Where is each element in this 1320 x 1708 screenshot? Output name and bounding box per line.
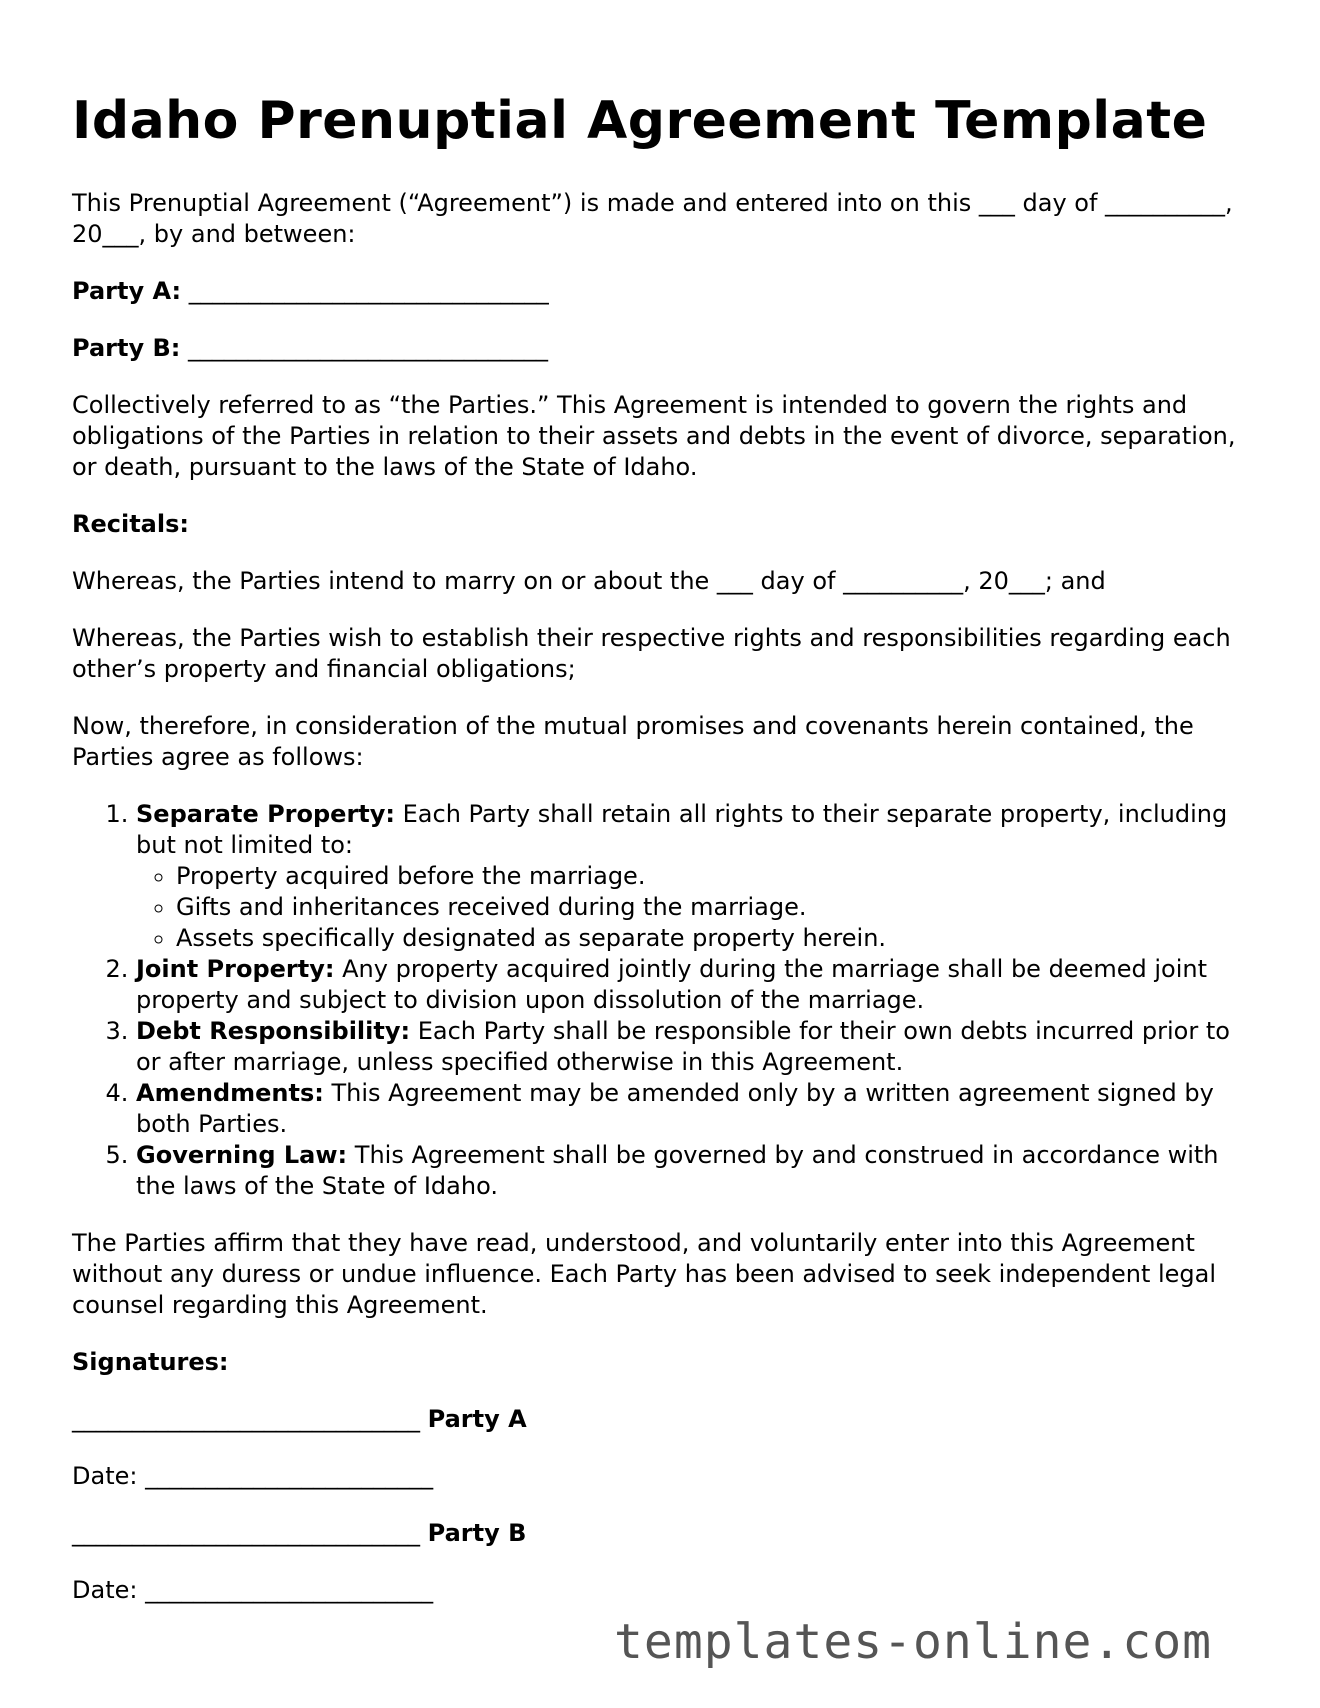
term-item	[136, 954, 1252, 1016]
affirmation-paragraph: The Parties affirm that they have read, understood, and voluntarily enter into this Agreement without any duress or undue influence. Each Party has been advised to seek independent legal counsel regarding this Agreement.	[72, 1229, 1217, 1319]
term-item	[136, 1078, 1252, 1140]
date-line-party-a	[72, 1461, 1252, 1492]
party-b-blank: ______________________________	[187, 334, 548, 362]
term-heading: Joint Property:	[136, 955, 335, 983]
party-a-blank: ______________________________	[188, 277, 549, 305]
term-heading: Governing Law:	[136, 1141, 348, 1169]
signature-label: Party A	[427, 1405, 527, 1433]
signatures-heading: Signatures:	[72, 1348, 229, 1376]
signature-blank: _____________________________	[72, 1405, 420, 1433]
party-b-label: Party B:	[72, 334, 181, 362]
party-b-line	[72, 333, 1252, 364]
sub-item: ◦ Assets specifically designated as separate property herein.	[176, 923, 1252, 954]
signature-line-party-b	[72, 1518, 1252, 1549]
intro-paragraph: This Prenuptial Agreement (“Agreement”) is made and entered into on this ___ day of __________, 20___, by and between:	[72, 189, 1233, 248]
sub-item: ◦ Gifts and inheritances received during the marriage.	[176, 892, 1252, 923]
document-page	[72, 90, 1252, 1632]
separate-property-sublist	[136, 861, 1252, 954]
term-item	[136, 799, 1252, 954]
signature-line-party-a	[72, 1404, 1252, 1435]
party-a-label: Party A:	[72, 277, 182, 305]
term-text: Each Party shall be responsible for their own debts incurred prior to or after marriage, unless specified otherwise in this Agreement.	[136, 1017, 1230, 1076]
date-label: Date:	[72, 1462, 138, 1490]
collective-paragraph: Collectively referred to as “the Parties.” This Agreement is intended to govern the rights and obligations of the Parties in relation to their assets and debts in the event of divorce, separation, or death, pursuant to the laws of the State of Idaho.	[72, 391, 1236, 481]
term-text: This Agreement shall be governed by and construed in accordance with the laws of the State of Idaho.	[136, 1141, 1219, 1200]
term-item	[136, 1140, 1252, 1202]
watermark: templates-online.com	[614, 1614, 1212, 1670]
term-item	[136, 1016, 1252, 1078]
signature-blank: _____________________________	[72, 1519, 420, 1547]
date-blank: ________________________	[145, 1576, 434, 1604]
terms-list	[72, 799, 1252, 1202]
term-text: Each Party shall retain all rights to their separate property, including but not limited to:	[136, 800, 1228, 859]
party-a-line	[72, 276, 1252, 307]
date-label: Date:	[72, 1576, 138, 1604]
whereas-paragraph-1: Whereas, the Parties intend to marry on or about the ___ day of __________, 20___; and	[72, 567, 1106, 595]
signature-label: Party B	[427, 1519, 527, 1547]
whereas-paragraph-2: Whereas, the Parties wish to establish their respective rights and responsibilities regarding each other’s property and financial obligations;	[72, 624, 1231, 683]
date-blank: ________________________	[145, 1462, 434, 1490]
sub-item: ◦ Property acquired before the marriage.	[176, 861, 1252, 892]
term-text: Any property acquired jointly during the marriage shall be deemed joint property and subject to division upon dissolution of the marriage.	[136, 955, 1207, 1014]
term-heading: Debt Responsibility:	[136, 1017, 411, 1045]
term-heading: Amendments:	[136, 1079, 324, 1107]
now-therefore-paragraph: Now, therefore, in consideration of the mutual promises and covenants herein contained, the Parties agree as follows:	[72, 712, 1194, 771]
date-line-party-b	[72, 1575, 1252, 1606]
term-heading: Separate Property:	[136, 800, 395, 828]
term-text: This Agreement may be amended only by a written agreement signed by both Parties.	[136, 1079, 1214, 1138]
page-title: Idaho Prenuptial Agreement Template	[72, 91, 1208, 151]
recitals-heading: Recitals:	[72, 510, 189, 538]
